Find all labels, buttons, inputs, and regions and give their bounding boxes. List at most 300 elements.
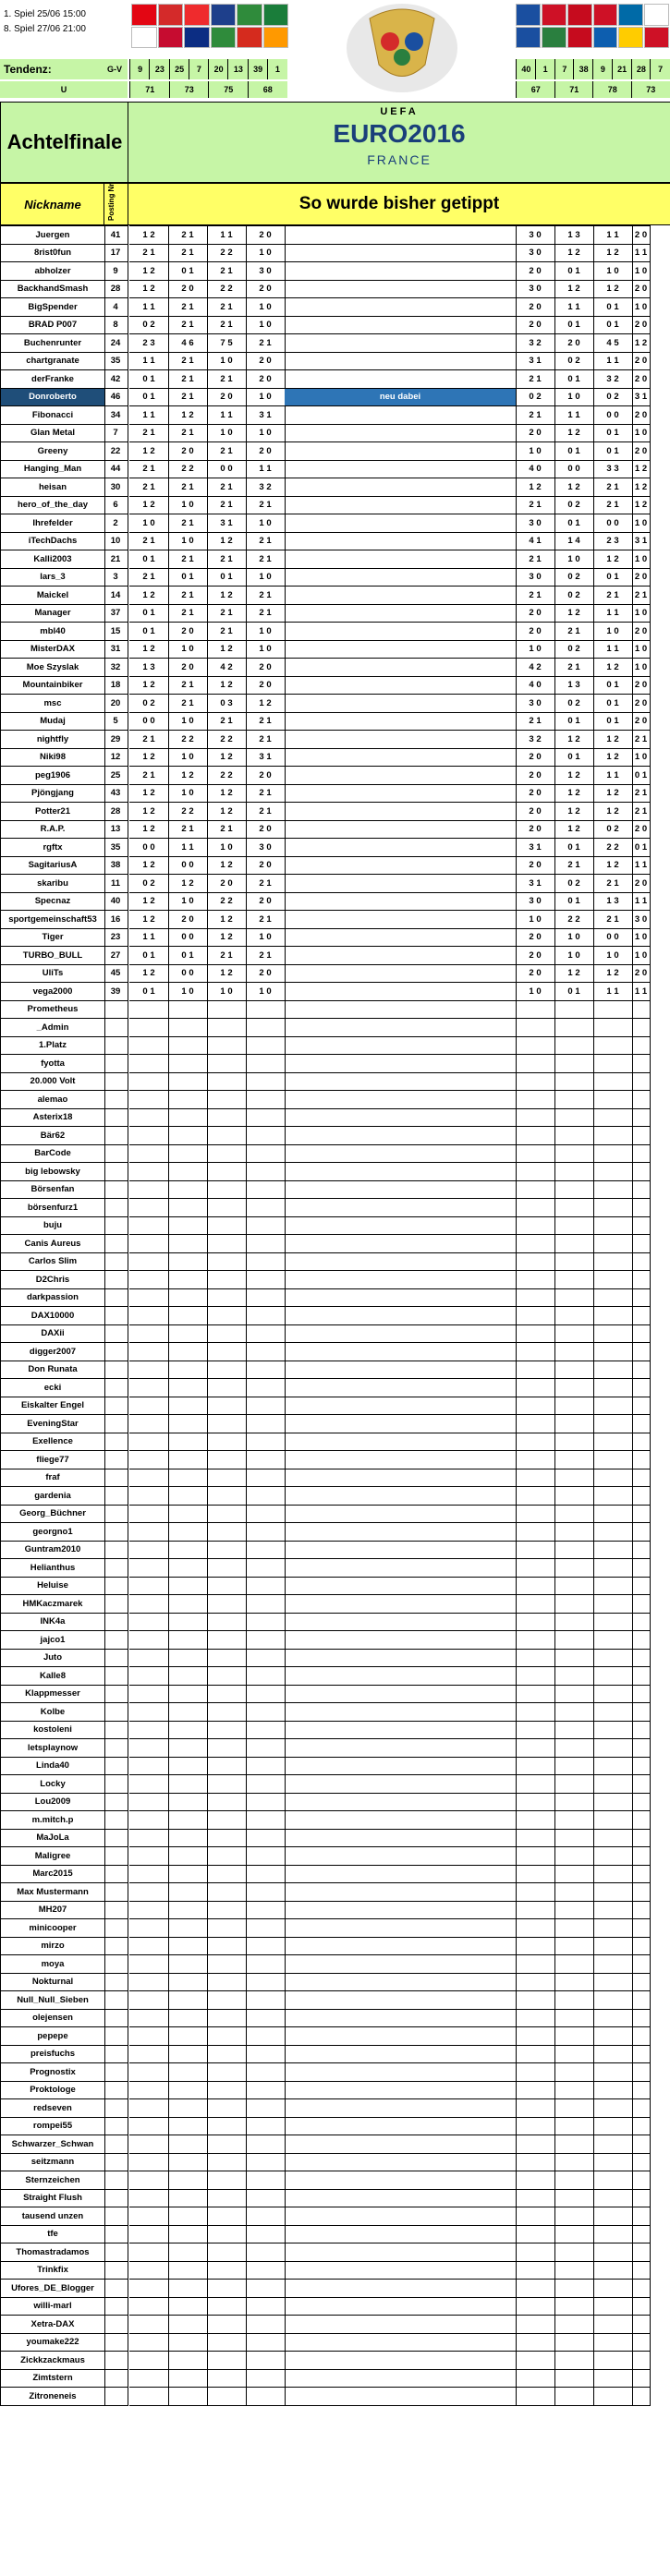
tip-cell [129, 1810, 169, 1830]
tip-cell [246, 2225, 286, 2244]
nickname-cell: _Admin [0, 1018, 105, 1037]
middle-cell [285, 550, 517, 569]
tip-cell [129, 2369, 169, 2389]
table-row [0, 2189, 670, 2207]
tip-nr-cell [104, 2062, 128, 2082]
middle-cell [285, 1433, 517, 1452]
tip-cell [632, 1072, 651, 1092]
tip-cell: 2 1 [168, 388, 208, 407]
tip-cell [593, 1522, 633, 1542]
tip-cell [246, 2297, 286, 2316]
tip-nr-header-label: Posting Nr. [107, 181, 116, 221]
tip-cell [554, 1829, 594, 1848]
tip-cell [168, 1937, 208, 1956]
tip-cell [516, 1541, 555, 1560]
tip-cell: 1 0 [168, 784, 208, 804]
tip-cell [593, 1810, 633, 1830]
tip-cell [129, 1288, 169, 1308]
tip-cell [593, 1036, 633, 1056]
tip-cell [632, 1342, 651, 1361]
tip-cell [593, 1954, 633, 1974]
tip-cell: 1 2 [554, 784, 594, 804]
tip-cell [632, 1000, 651, 1020]
tip-cell [632, 1433, 651, 1452]
middle-cell [285, 1541, 517, 1560]
tip-cell [554, 1613, 594, 1632]
tip-cell [168, 1810, 208, 1830]
table-row [0, 1954, 670, 1973]
middle-cell [285, 2225, 517, 2244]
tip-cell: 1 2 [129, 856, 169, 876]
left-flag-icon [237, 4, 262, 26]
tip-cell [516, 2207, 555, 2226]
tip-cell [207, 1954, 247, 1974]
tip-cell: 2 0 [516, 316, 555, 335]
tip-cell [168, 2351, 208, 2370]
tip-nr-cell [104, 1306, 128, 1325]
tip-cell [168, 1522, 208, 1542]
tip-cell [129, 1973, 169, 1992]
tip-cell [554, 1882, 594, 1902]
left-flag-icon [131, 4, 157, 26]
tip-cell: 2 1 [168, 225, 208, 245]
tip-cell [207, 2171, 247, 2190]
nickname-cell: tfe [0, 2225, 105, 2244]
tip-nr-cell [104, 1486, 128, 1506]
tip-cell: 2 0 [168, 910, 208, 929]
tip-cell: 0 1 [593, 424, 633, 443]
tip-cell [516, 1721, 555, 1740]
table-row [0, 280, 670, 298]
tip-cell [593, 1577, 633, 1596]
tip-cell [632, 1018, 651, 1037]
tip-nr-cell [104, 2135, 128, 2154]
tendenz-right-value: 21 [612, 59, 632, 79]
tendenz-left-value: 9 [129, 59, 150, 79]
tip-cell: 1 2 [129, 586, 169, 605]
tip-cell [516, 1486, 555, 1506]
middle-cell [285, 1954, 517, 1974]
tip-cell: 2 1 [168, 424, 208, 443]
tip-cell [554, 2045, 594, 2064]
nickname-cell: Straight Flush [0, 2189, 105, 2208]
tip-cell [554, 1937, 594, 1956]
tip-cell [632, 1054, 651, 1073]
tip-cell: 2 2 [207, 280, 247, 299]
tip-cell: 2 0 [246, 225, 286, 245]
tip-cell [632, 1090, 651, 1109]
tip-cell: 1 2 [593, 802, 633, 821]
middle-cell [285, 2081, 517, 2100]
tip-cell: 2 1 [632, 586, 651, 605]
tip-cell: 1 0 [554, 550, 594, 569]
table-row [0, 1198, 670, 1216]
tip-cell [207, 1324, 247, 1344]
tip-cell [554, 1865, 594, 1884]
tip-cell [516, 1378, 555, 1397]
tip-cell: 1 2 [129, 441, 169, 461]
nickname-cell: skaribu [0, 874, 105, 893]
tip-cell: 1 0 [168, 640, 208, 659]
tip-cell [246, 1541, 286, 1560]
tip-cell: 2 1 [168, 676, 208, 695]
tip-nr-cell: 39 [104, 982, 128, 1001]
tip-cell [516, 2243, 555, 2262]
middle-cell [285, 1630, 517, 1650]
tip-cell [129, 2225, 169, 2244]
tip-cell [593, 2117, 633, 2136]
tendenz-left-value: 7 [189, 59, 209, 79]
tip-cell [207, 1901, 247, 1920]
tip-cell [554, 1757, 594, 1776]
tip-cell: 1 2 [593, 280, 633, 299]
tip-cell [168, 1738, 208, 1758]
nickname-cell: Tiger [0, 928, 105, 948]
u-right-value: 73 [631, 81, 670, 98]
tip-cell: 2 1 [246, 333, 286, 353]
tip-cell [593, 1252, 633, 1272]
tip-cell: 2 0 [632, 405, 651, 425]
tip-cell [168, 1865, 208, 1884]
tip-cell [168, 1469, 208, 1488]
tip-cell [168, 1198, 208, 1217]
tip-nr-cell [104, 1378, 128, 1397]
nickname-cell: mirzo [0, 1937, 105, 1956]
tip-cell [246, 1882, 286, 1902]
table-row [0, 1882, 670, 1901]
tip-cell [207, 1702, 247, 1722]
tip-cell [516, 2171, 555, 2190]
tip-cell: 2 1 [168, 820, 208, 840]
tip-cell: 2 1 [516, 586, 555, 605]
tip-nr-cell [104, 1361, 128, 1380]
tip-cell [207, 1054, 247, 1073]
tip-cell: 2 1 [554, 856, 594, 876]
tip-cell: 2 0 [168, 280, 208, 299]
tip-nr-cell [104, 1954, 128, 1974]
tip-cell [554, 1450, 594, 1469]
tip-cell: 0 2 [554, 496, 594, 515]
table-row [0, 1522, 670, 1541]
tip-cell: 2 0 [246, 352, 286, 371]
middle-cell [285, 1036, 517, 1056]
middle-cell [285, 1234, 517, 1253]
tip-cell [593, 1054, 633, 1073]
tip-nr-cell [104, 1522, 128, 1542]
tip-cell [246, 1666, 286, 1686]
tip-cell: 2 0 [516, 604, 555, 623]
tip-cell: 0 1 [129, 369, 169, 389]
nickname-cell: Zickkzackmaus [0, 2351, 105, 2370]
nickname-cell: pepepe [0, 2026, 105, 2046]
tip-cell [168, 2243, 208, 2262]
nickname-cell: D2Chris [0, 1270, 105, 1289]
tip-cell [207, 1306, 247, 1325]
table-row [0, 784, 670, 803]
middle-cell [285, 1649, 517, 1668]
table-row [0, 2279, 670, 2297]
nickname-cell: lars_3 [0, 568, 105, 587]
tip-cell [554, 1630, 594, 1650]
table-row [0, 1973, 670, 1991]
tip-cell: 1 0 [632, 928, 651, 948]
tip-cell: 2 1 [593, 910, 633, 929]
tip-cell [246, 1918, 286, 1938]
table-row [0, 1342, 670, 1361]
tip-cell [632, 2279, 651, 2298]
table-row [0, 1324, 670, 1343]
tip-nr-cell [104, 1702, 128, 1722]
tip-cell: 0 1 [554, 316, 594, 335]
tip-nr-cell [104, 2171, 128, 2190]
tip-cell: 1 2 [129, 820, 169, 840]
tendenz-right-value: 7 [554, 59, 575, 79]
tip-cell: 2 1 [516, 496, 555, 515]
tip-cell: 2 0 [516, 622, 555, 641]
tip-cell: 2 0 [207, 874, 247, 893]
tip-cell [168, 1288, 208, 1308]
tip-cell [516, 2117, 555, 2136]
tip-cell: 2 1 [207, 622, 247, 641]
tip-cell: 2 0 [632, 676, 651, 695]
middle-cell [285, 1937, 517, 1956]
middle-cell [285, 1054, 517, 1073]
tip-cell: 2 0 [516, 964, 555, 984]
u-right-value: 78 [592, 81, 632, 98]
tip-cell [207, 1486, 247, 1506]
tip-cell [207, 2189, 247, 2208]
middle-cell [285, 280, 517, 299]
tip-cell [168, 2189, 208, 2208]
tip-cell [129, 1666, 169, 1686]
table-row [0, 928, 670, 947]
tip-cell: 3 0 [516, 892, 555, 912]
tip-cell [593, 1594, 633, 1614]
tip-nr-cell [104, 1666, 128, 1686]
tip-nr-cell [104, 1558, 128, 1578]
tip-cell [246, 2315, 286, 2334]
tip-cell [129, 1793, 169, 1812]
nickname-cell: willi-marl [0, 2297, 105, 2316]
tip-cell: 0 1 [168, 261, 208, 281]
tip-cell [246, 1162, 286, 1181]
tip-cell: 1 0 [207, 982, 247, 1001]
tip-cell [207, 2351, 247, 2370]
tip-nr-cell [104, 1918, 128, 1938]
tip-cell: 1 3 [129, 658, 169, 677]
tip-cell [593, 1774, 633, 1794]
middle-cell [285, 1558, 517, 1578]
nickname-cell: Mountainbiker [0, 676, 105, 695]
tip-cell [516, 2062, 555, 2082]
tip-cell [129, 1721, 169, 1740]
tip-cell [554, 1433, 594, 1452]
tip-cell [129, 2135, 169, 2154]
tip-nr-cell: 25 [104, 766, 128, 785]
middle-cell [285, 1469, 517, 1488]
middle-cell [285, 2297, 517, 2316]
tip-cell [207, 1000, 247, 1020]
tip-cell: 3 0 [516, 244, 555, 263]
tip-cell [246, 2189, 286, 2208]
tip-cell [129, 2207, 169, 2226]
middle-cell [285, 1486, 517, 1506]
tip-cell [516, 1973, 555, 1992]
tip-cell [593, 1918, 633, 1938]
middle-cell [285, 946, 517, 965]
middle-cell [285, 2009, 517, 2028]
tip-nr-cell [104, 1126, 128, 1145]
tip-cell [246, 1829, 286, 1848]
tip-cell: 1 1 [168, 838, 208, 857]
tip-cell: 2 1 [129, 244, 169, 263]
tip-cell [554, 1649, 594, 1668]
tip-cell [246, 1144, 286, 1164]
tip-cell [593, 2207, 633, 2226]
table-row [0, 568, 670, 587]
tip-cell: 1 2 [554, 280, 594, 299]
nickname-cell: Carlos Slim [0, 1252, 105, 1272]
tip-cell: 2 3 [129, 333, 169, 353]
tip-nr-cell: 13 [104, 820, 128, 840]
middle-cell [285, 2333, 517, 2352]
tip-nr-cell: 45 [104, 964, 128, 984]
tip-cell: 2 0 [632, 712, 651, 732]
middle-cell [285, 856, 517, 876]
tip-cell [632, 1793, 651, 1812]
tip-cell [168, 1882, 208, 1902]
tip-cell [129, 1108, 169, 1128]
tip-cell [554, 2369, 594, 2389]
tip-cell [207, 1198, 247, 1217]
tip-cell: 0 1 [129, 550, 169, 569]
tip-cell [554, 1342, 594, 1361]
table-row [0, 856, 670, 875]
tip-cell: 1 2 [554, 478, 594, 497]
tendenz-label: Tendenz: [0, 59, 105, 79]
tip-cell [207, 1162, 247, 1181]
tip-cell: 1 0 [168, 892, 208, 912]
tip-cell [168, 1793, 208, 1812]
middle-cell [285, 964, 517, 984]
tip-cell: 1 2 [129, 784, 169, 804]
tip-nr-cell [104, 2261, 128, 2280]
left-flag-icon [158, 4, 184, 26]
tip-nr-cell [104, 1901, 128, 1920]
middle-cell [285, 333, 517, 353]
tip-nr-cell: 12 [104, 748, 128, 768]
tip-cell: 0 1 [129, 604, 169, 623]
right-flag-icon [542, 27, 566, 49]
nickname-cell: UliTs [0, 964, 105, 984]
nickname-cell: Proktologe [0, 2081, 105, 2100]
tip-cell: 2 1 [168, 550, 208, 569]
tip-cell [632, 2062, 651, 2082]
tip-cell: 1 2 [554, 820, 594, 840]
tip-cell: 0 0 [168, 928, 208, 948]
tip-cell: 1 1 [246, 460, 286, 479]
tip-cell [632, 1702, 651, 1722]
tip-cell [246, 1685, 286, 1704]
tip-cell [207, 1450, 247, 1469]
tip-cell [593, 1270, 633, 1289]
tip-nr-cell: 9 [104, 261, 128, 281]
tip-cell: 1 1 [207, 405, 247, 425]
tip-cell [207, 1252, 247, 1272]
tip-cell [632, 2315, 651, 2334]
tip-cell [632, 1397, 651, 1416]
middle-cell [285, 1072, 517, 1092]
table-row [0, 2369, 670, 2388]
tip-cell [632, 1486, 651, 1506]
tip-cell [168, 2279, 208, 2298]
tip-cell: 2 0 [246, 658, 286, 677]
tip-cell: 2 0 [632, 874, 651, 893]
tendenz-left-value: 39 [248, 59, 268, 79]
tip-cell: 2 1 [129, 568, 169, 587]
tip-cell [129, 2045, 169, 2064]
nickname-cell: Manager [0, 604, 105, 623]
tip-cell: 2 0 [246, 280, 286, 299]
table-row [0, 1288, 670, 1307]
nickname-cell: DAX10000 [0, 1306, 105, 1325]
tip-cell [168, 1630, 208, 1650]
tip-cell [554, 2081, 594, 2100]
tip-nr-cell [104, 1450, 128, 1469]
tip-cell [593, 1324, 633, 1344]
tip-cell: 3 1 [516, 874, 555, 893]
tip-cell: 1 2 [593, 550, 633, 569]
tip-cell [168, 2009, 208, 2028]
middle-cell [285, 748, 517, 768]
nickname-cell: Moe Szyslak [0, 658, 105, 677]
tip-cell [593, 2189, 633, 2208]
nickname-cell: Niki98 [0, 748, 105, 768]
table-row [0, 261, 670, 280]
table-row [0, 1918, 670, 1937]
middle-cell [285, 802, 517, 821]
tip-cell [632, 1469, 651, 1488]
tip-cell [516, 1361, 555, 1380]
middle-cell [285, 2153, 517, 2172]
tip-cell: 2 1 [129, 730, 169, 749]
u-right-value: 71 [554, 81, 594, 98]
nickname-cell: Null_Null_Sieben [0, 1990, 105, 2010]
tip-cell [207, 1522, 247, 1542]
nickname-cell: Georg_Büchner [0, 1505, 105, 1524]
tip-cell [207, 1594, 247, 1614]
tip-cell [554, 1558, 594, 1578]
tip-cell: 2 1 [246, 532, 286, 551]
nickname-cell: Marc2015 [0, 1865, 105, 1884]
tip-cell [632, 1901, 651, 1920]
middle-cell [285, 838, 517, 857]
tip-cell [593, 2279, 633, 2298]
tip-cell: 0 1 [554, 369, 594, 389]
tip-cell [554, 2189, 594, 2208]
tip-nr-cell: 41 [104, 225, 128, 245]
tip-nr-cell: 24 [104, 333, 128, 353]
nickname-cell: TURBO_BULL [0, 946, 105, 965]
tip-cell [246, 2351, 286, 2370]
tip-cell [632, 2045, 651, 2064]
tip-cell: 0 2 [554, 352, 594, 371]
tip-cell: 3 0 [516, 514, 555, 533]
tip-cell: 1 1 [632, 892, 651, 912]
tip-cell [129, 2261, 169, 2280]
tip-nr-cell [104, 1036, 128, 1056]
tip-cell [632, 2189, 651, 2208]
